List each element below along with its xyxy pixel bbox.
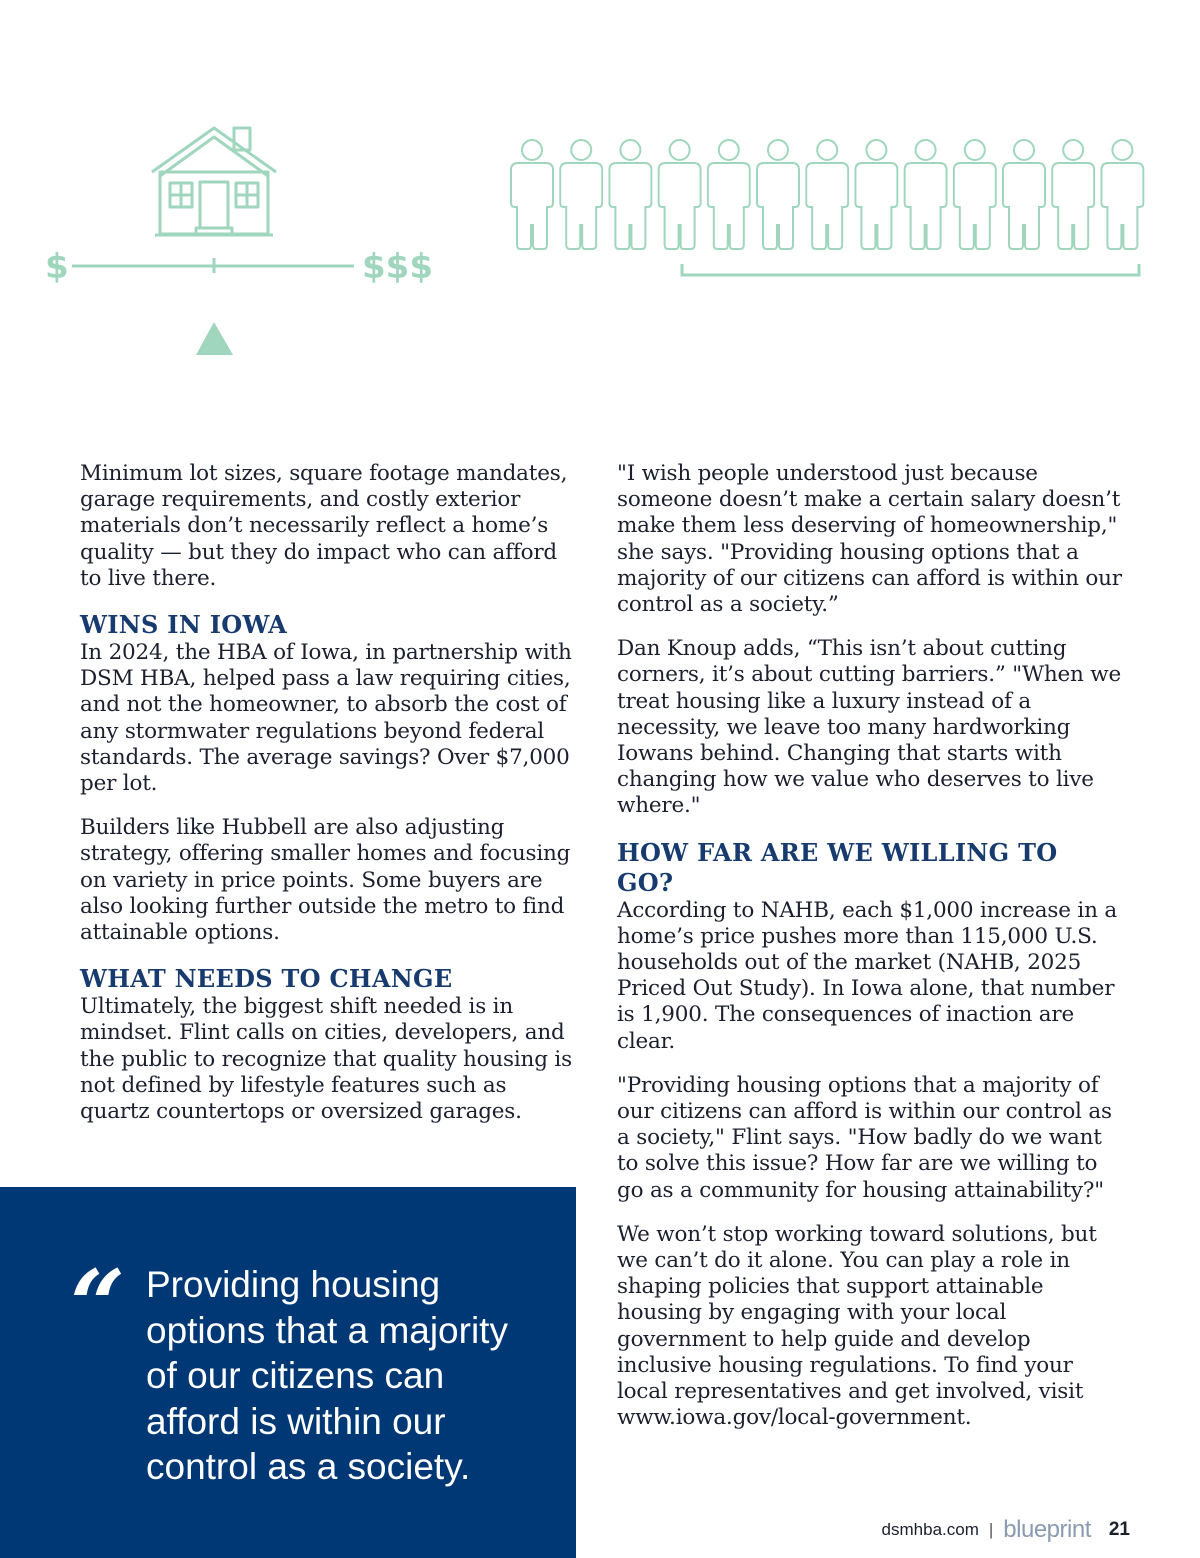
wins-in-iowa-heading: WINS IN IOWA xyxy=(80,610,288,640)
person-icon xyxy=(806,140,848,249)
change-paragraph: Ultimately, the biggest shift needed is in mindset. Flint calls on cities, developers, and the public to recognize that quality housing is not defined by lifestyle features such as quartz countertops or oversized garages. xyxy=(80,994,572,1125)
person-icon xyxy=(1003,140,1045,249)
footer-site: dsmhba.com xyxy=(881,1520,979,1539)
person-icon xyxy=(1101,140,1143,249)
person-icon xyxy=(1052,140,1094,249)
flint-paragraph: "Providing housing options that a majority of our citizens can afford is within our control as a society," Flint says. "How badly do we want to solve this issue? How far are we willing to go as a community for housing attainability?" xyxy=(617,1072,1112,1203)
wins-paragraph-1: In 2024, the HBA of Iowa, in partnership with DSM HBA, helped pass a law requiring cities, and not the homeowner, to absorb the cost of any stormwater regulations beyond federal standards. The average savings? Over $7,000 per lot. xyxy=(80,640,572,797)
person-icon xyxy=(905,140,947,249)
person-icon xyxy=(560,140,602,249)
quote-mark-icon: “ xyxy=(70,1249,126,1362)
person-icon xyxy=(659,140,701,249)
scale-high-label: $$$ xyxy=(362,247,433,287)
call-to-action-paragraph: We won’t stop working toward solutions, but we can’t do it alone. You can play a role in shaping policies that support attainable housing by engaging with your local government to help guide and develop inclusive housing regulations. To find your local representatives and get involved, visit www.iowa.gov/local-government. xyxy=(617,1221,1097,1431)
how-far-heading: HOW FAR ARE WE WILLING TO GO? xyxy=(617,837,1058,897)
page-number: 21 xyxy=(1108,1519,1130,1540)
housing-affordability-infographic xyxy=(0,0,1200,400)
nahb-paragraph: According to NAHB, each $1,000 increase in a home’s price pushes more than 115,000 U.S. households out of the market (NAHB, 2025 Priced Out Study). In Iowa alone, that number is 1,900. The consequences of inaction are clear. xyxy=(617,897,1117,1054)
pull-quote-text: Providing housing options that a majority of our citizens can afford is within our control as a society. xyxy=(146,1264,508,1487)
what-needs-to-change-heading: WHAT NEEDS TO CHANGE xyxy=(80,964,453,994)
bracket xyxy=(682,264,1139,275)
wins-paragraph-2: Builders like Hubbell are also adjusting strategy, offering smaller homes and focusing on variety in price points. Some buyers are also looking further outside the metro to find attainable options. xyxy=(80,815,571,946)
footer-separator: | xyxy=(988,1520,994,1539)
person-icon xyxy=(609,140,651,249)
quote-paragraph: "I wish people understood just because someone doesn’t make a certain salary doesn’t make them less deserving of homeownership," she says. "Providing housing options that a majority of our citizens can afford is within our control as a society.” xyxy=(617,461,1122,618)
person-icon xyxy=(855,140,897,249)
person-icon xyxy=(757,140,799,249)
people-row xyxy=(511,140,1143,249)
intro-paragraph: Minimum lot sizes, square footage mandates, garage requirements, and costly exterior materials don’t necessarily reflect a home’s quality — but they do impact who can afford to live there. xyxy=(80,461,568,591)
person-icon xyxy=(708,140,750,249)
person-icon xyxy=(511,140,553,249)
person-icon xyxy=(954,140,996,249)
footer-brand-logo: blueprint xyxy=(1003,1516,1091,1543)
scale-low-label: $ xyxy=(45,247,69,287)
price-scale xyxy=(45,247,433,355)
knoup-paragraph: Dan Knoup adds, “This isn’t about cutting corners, it’s about cutting barriers.” "When we treat housing like a luxury instead of a necessity, we leave too many hardworking Iowans behind. Changing that starts with changing how we value who deserves to live where." xyxy=(617,636,1122,819)
left-column xyxy=(80,461,575,1143)
page-footer xyxy=(882,1515,1130,1545)
price-pointer-icon xyxy=(196,322,233,355)
right-column xyxy=(617,461,1122,1450)
house-icon xyxy=(152,128,276,235)
